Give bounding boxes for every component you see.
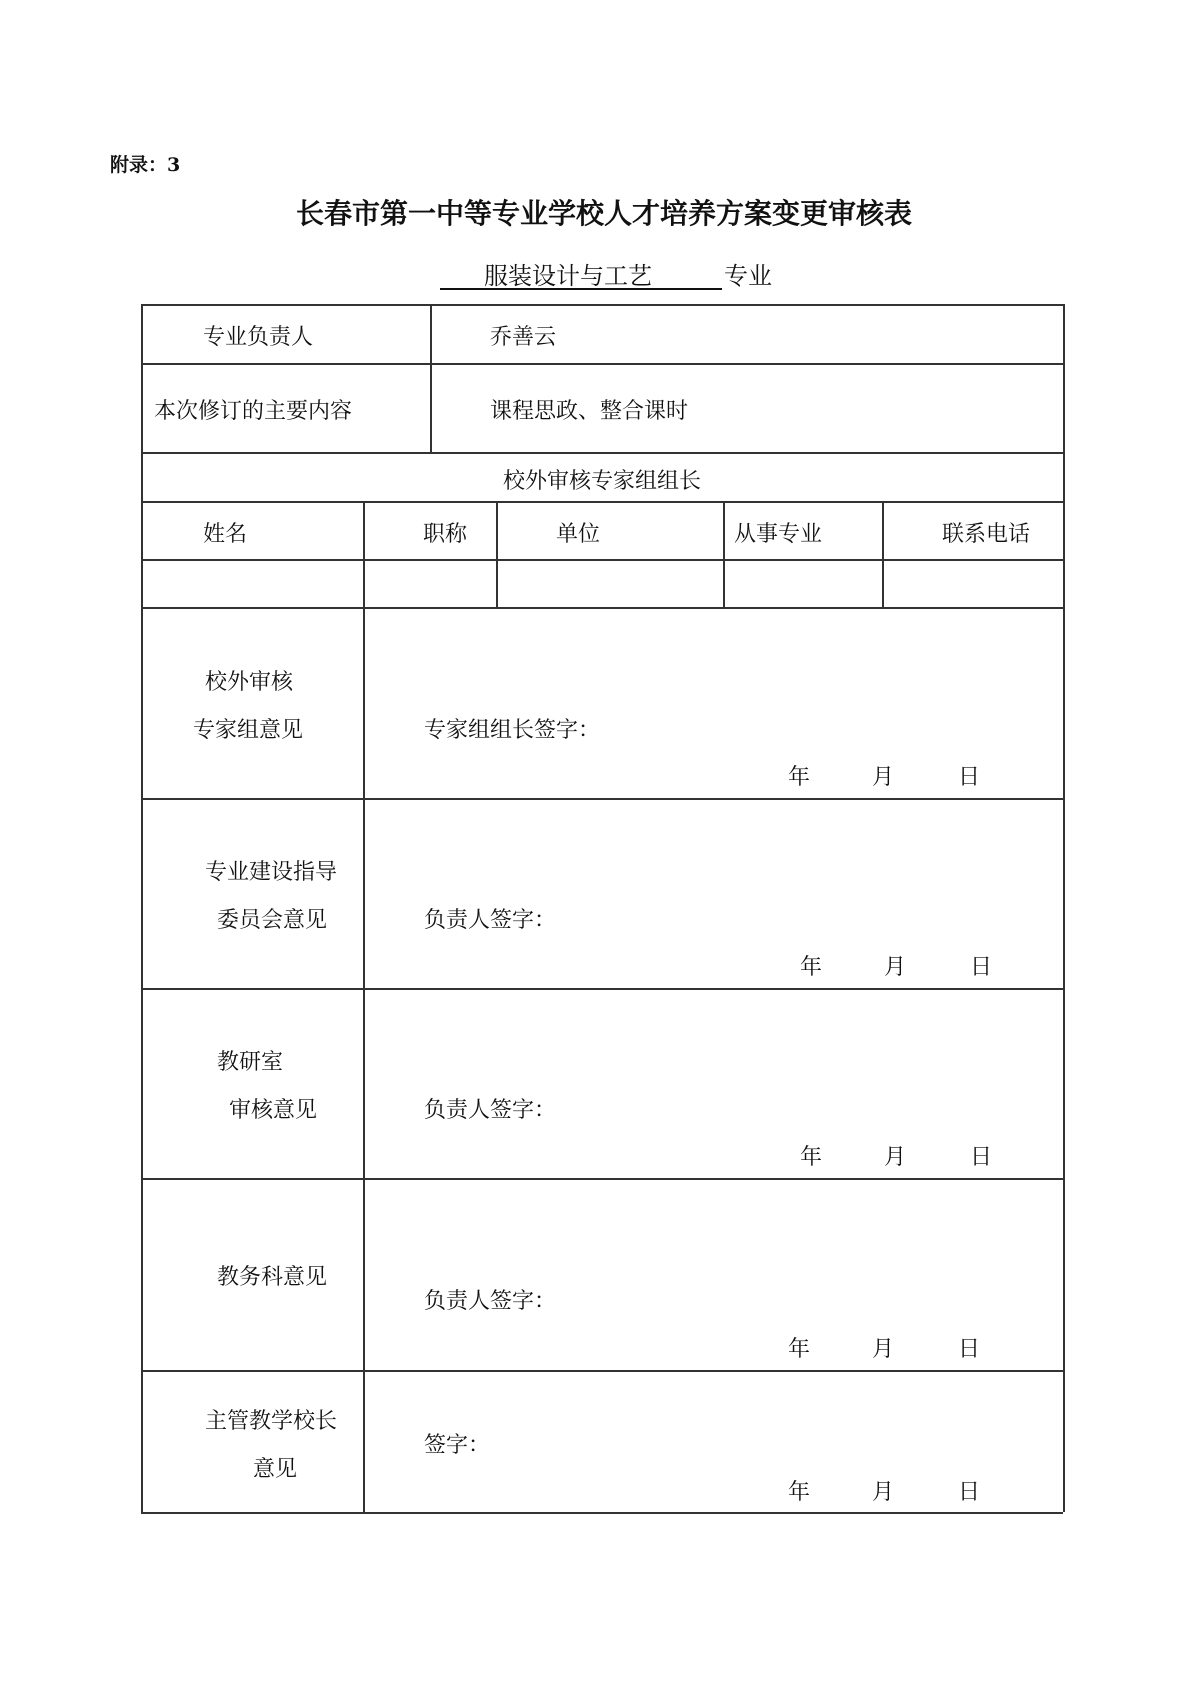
date-year: 年	[788, 1337, 811, 1362]
table-border	[430, 304, 432, 452]
date-month: 月	[884, 955, 907, 980]
date-month: 月	[872, 765, 895, 790]
col-phone: 联系电话	[942, 522, 1031, 547]
date-year: 年	[800, 1145, 823, 1170]
table-border	[141, 559, 1063, 561]
section-label: 校外审核	[205, 670, 294, 695]
section-label: 委员会意见	[217, 908, 328, 933]
table-border	[496, 501, 498, 607]
date-year: 年	[788, 765, 811, 790]
section-label: 审核意见	[229, 1098, 318, 1123]
table-border	[141, 988, 1063, 990]
col-unit: 单位	[556, 522, 601, 547]
table-border	[141, 501, 1063, 503]
table-border	[1063, 304, 1065, 1512]
appendix-label: 附录：3	[110, 154, 181, 176]
col-name: 姓名	[203, 522, 248, 547]
table-border	[141, 1370, 1063, 1372]
table-border	[141, 1178, 1063, 1180]
table-border	[141, 304, 1063, 306]
expert-header: 校外审核专家组组长	[502, 469, 701, 494]
section-label: 专业建设指导	[205, 860, 338, 885]
revision-value: 课程思政、整合课时	[490, 399, 689, 424]
signature-field[interactable]: 负责人签字：	[424, 1289, 557, 1314]
table-border	[723, 501, 725, 607]
major-name: 服装设计与工艺	[484, 262, 652, 290]
table-border	[363, 501, 365, 1512]
leader-label: 专业负责人	[203, 325, 314, 350]
date-year: 年	[800, 955, 823, 980]
table-border	[141, 363, 1063, 365]
signature-field[interactable]: 签字：	[424, 1433, 491, 1458]
date-day: 日	[970, 955, 993, 980]
section-label: 专家组意见	[193, 718, 304, 743]
date-day: 日	[958, 1337, 981, 1362]
page-title: 长春市第一中等专业学校人才培养方案变更审核表	[295, 197, 912, 230]
date-day: 日	[970, 1145, 993, 1170]
table-border	[141, 798, 1063, 800]
date-year: 年	[788, 1480, 811, 1505]
table-border	[141, 452, 1063, 454]
table-border	[882, 501, 884, 607]
date-day: 日	[958, 765, 981, 790]
table-border	[141, 607, 1063, 609]
date-day: 日	[958, 1480, 981, 1505]
signature-field[interactable]: 负责人签字：	[424, 1098, 557, 1123]
col-specialty: 从事专业	[734, 522, 823, 547]
col-title: 职称	[423, 522, 468, 547]
section-label: 意见	[253, 1457, 298, 1482]
major-underline	[440, 256, 722, 290]
date-month: 月	[872, 1480, 895, 1505]
section-label: 教研室	[217, 1050, 284, 1075]
major-suffix: 专业	[724, 262, 772, 290]
revision-label: 本次修订的主要内容	[154, 399, 353, 424]
table-border	[141, 1512, 1063, 1514]
leader-value: 乔善云	[490, 325, 557, 350]
date-month: 月	[872, 1337, 895, 1362]
signature-field[interactable]: 专家组组长签字：	[424, 718, 601, 743]
section-label: 教务科意见	[217, 1265, 328, 1290]
section-label: 主管教学校长	[205, 1409, 338, 1434]
date-month: 月	[884, 1145, 907, 1170]
signature-field[interactable]: 负责人签字：	[424, 908, 557, 933]
